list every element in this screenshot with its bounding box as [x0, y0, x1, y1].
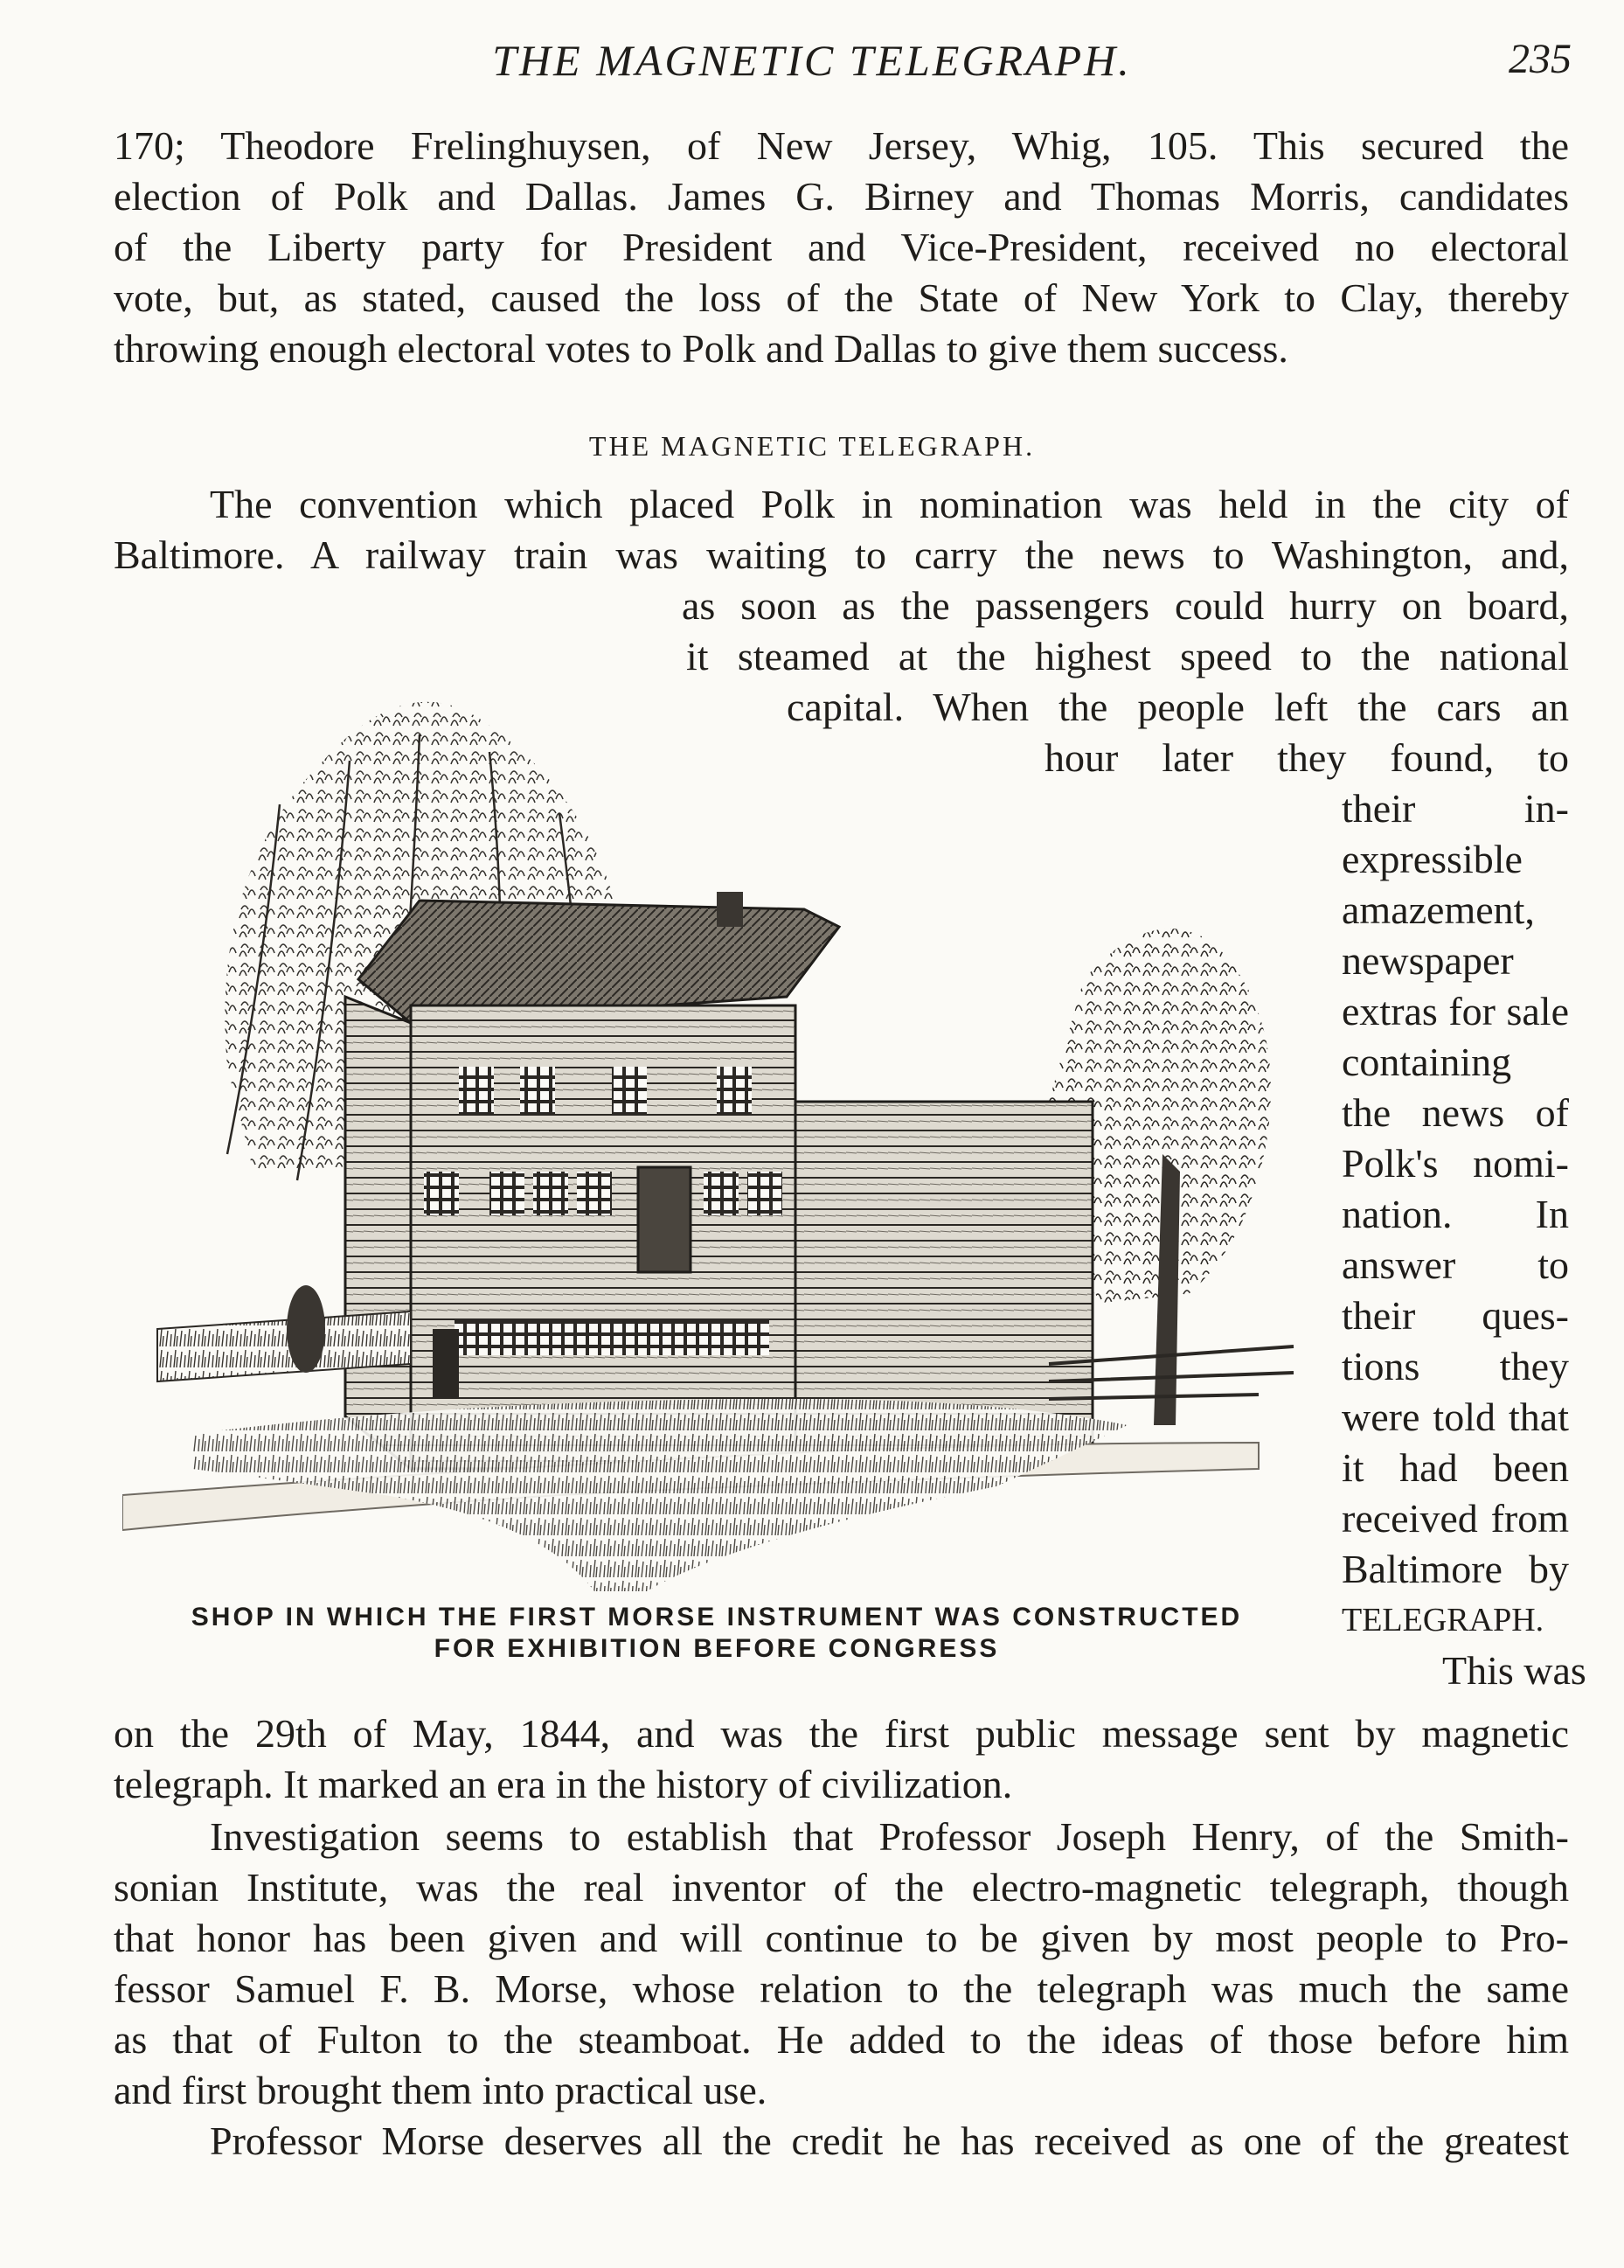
text-line: it steamed at the highest speed to the national	[686, 634, 1569, 678]
text-line: The convention which placed Polk in nomination was held in the city of	[210, 482, 1569, 526]
page-number: 235	[1509, 36, 1572, 82]
text-line: This was	[1442, 1648, 1586, 1693]
window	[577, 1172, 612, 1215]
convention-paragraph-top	[114, 479, 1569, 581]
chimney	[717, 892, 743, 927]
text-line: that honor has been given and will continue to be given by most people to Pro-	[114, 1916, 1569, 1960]
figure-person	[287, 1285, 325, 1373]
text-line: hour later they found, to	[1044, 735, 1569, 780]
house-gable-end	[345, 997, 411, 1469]
window	[717, 1067, 752, 1115]
text-line: fessor Samuel F. B. Morse, whose relation to the telegraph was much the same	[114, 1966, 1569, 2011]
text-line: containing	[1342, 1040, 1512, 1084]
opening-paragraph	[114, 121, 1569, 374]
text-line: newspaper	[1342, 938, 1514, 983]
text-line: throwing enough electoral votes to Polk and Dallas to give them success.	[114, 326, 1288, 371]
barn-door	[638, 1167, 691, 1272]
running-title: THE MAGNETIC TELEGRAPH.	[492, 36, 1132, 85]
text-line: the news of	[1342, 1090, 1569, 1135]
window	[424, 1172, 459, 1215]
text-line: sonian Institute, was the real inventor of the electro-magnetic telegraph, though	[114, 1865, 1569, 1910]
text-line: received from	[1342, 1496, 1569, 1541]
text-line: TELEGRAPH.	[1342, 1602, 1544, 1638]
text-line: and first brought them into practical use.	[114, 2068, 767, 2112]
engraving-illustration	[122, 612, 1311, 1600]
caption-line: FOR EXHIBITION BEFORE CONGRESS	[434, 1634, 1000, 1663]
text-line: Baltimore. A railway train was waiting to carry the news to Washington, and,	[114, 532, 1569, 577]
window	[489, 1172, 524, 1215]
text-line: nation. In	[1342, 1192, 1569, 1236]
window	[533, 1172, 568, 1215]
text-line: on the 29th of May, 1844, and was the first public message sent by magnetic	[114, 1711, 1569, 1756]
text-line: capital. When the people left the cars an	[787, 685, 1569, 729]
text-line: Professor Morse deserves all the credit he has received as one of the greatest	[210, 2118, 1569, 2163]
text-line: it had been	[1342, 1445, 1569, 1490]
text-line: vote, but, as stated, caused the loss of the State of New York to Clay, thereby	[114, 275, 1569, 320]
side-column	[1342, 783, 1569, 1645]
text-line: Investigation seems to establish that Professor Joseph Henry, of the Smith-	[210, 1814, 1569, 1859]
cellar-door	[433, 1329, 459, 1399]
text-line: Baltimore by	[1342, 1547, 1569, 1591]
text-line: Polk's nomi-	[1342, 1141, 1569, 1186]
window	[459, 1067, 494, 1115]
caption-line: SHOP IN WHICH THE FIRST MORSE INSTRUMENT WAS CONSTRUCTED	[191, 1603, 1243, 1631]
window	[704, 1172, 739, 1215]
running-head	[0, 24, 1624, 86]
text-line: amazement,	[1342, 887, 1535, 932]
window	[520, 1067, 555, 1115]
window	[612, 1067, 647, 1115]
figure-caption	[114, 1602, 1320, 1665]
text-line: were told that	[1342, 1395, 1569, 1439]
side-column-end	[1442, 1645, 1586, 1696]
text-line: 170; Theodore Frelinghuysen, of New Jersey, Whig, 105. This secured the	[114, 123, 1569, 168]
section-heading: THE MAGNETIC TELEGRAPH.	[588, 430, 1036, 462]
text-line: of the Liberty party for President and Vice-President, received no electoral	[114, 225, 1569, 269]
text-line: expressible	[1342, 837, 1523, 881]
text-line: their in-	[1342, 786, 1569, 831]
morse-paragraph	[114, 2116, 1569, 2167]
text-line: tions they	[1342, 1344, 1569, 1388]
text-line: as soon as the passengers could hurry on board,	[682, 583, 1569, 628]
shop-engraving	[122, 612, 1311, 1600]
after-figure-paragraph	[114, 1708, 1569, 1810]
text-line: election of Polk and Dallas. James G. Birney and Thomas Morris, candidates	[114, 174, 1569, 219]
basement-windows	[455, 1320, 769, 1355]
text-line: answer to	[1342, 1242, 1569, 1287]
text-line: extras for sale	[1342, 989, 1569, 1033]
window	[747, 1172, 782, 1215]
henry-paragraph	[114, 1812, 1569, 2116]
text-line: telegraph. It marked an era in the history of civilization.	[114, 1762, 1013, 1806]
text-line: as that of Fulton to the steamboat. He added to the ideas of those before him	[114, 2017, 1569, 2062]
text-line: their ques-	[1342, 1293, 1569, 1338]
